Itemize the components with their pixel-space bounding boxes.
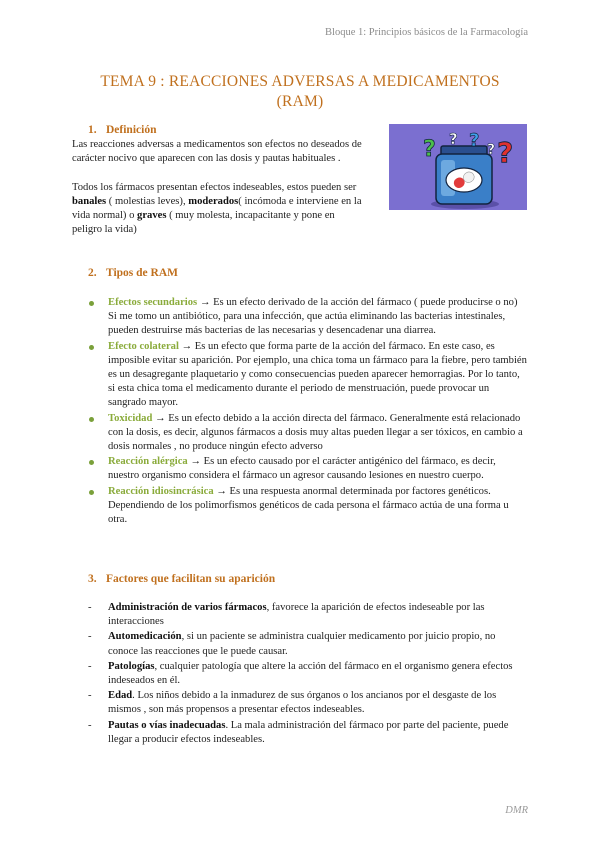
item-text: → Es un efecto que forma parte de la acción del fármaco. En este caso, es imposible evitar su aparición. Por ejemplo, una chica toma un fármaco para la fiebre, pero también es un desagregante plaquetario y como consecuencias pueden aparecer hemorragias. Por lo tanto, si esta chica toma el medicamento durante el periodo de menstruación, puede provocar un sangrado mayor. [108, 340, 527, 409]
item-term: Automedicación [108, 631, 182, 643]
page-title [72, 72, 528, 112]
dash-icon: - [88, 602, 92, 613]
ram-types-list [88, 296, 528, 528]
question-mark-green-icon: ? [423, 137, 436, 162]
footer-initials: DMR [505, 805, 528, 816]
item-text: → Es un efecto debido a la acción directa del fármaco. Generalmente está relacionado con la dosis, es decir, algunos fármacos a dosis muy altas pueden llegar a ser tóxicos, en cambio a dosis normales , no produce ningún efecto adverso [108, 412, 523, 453]
section-3-heading [88, 573, 275, 585]
severity-text-1: Todos los fármacos presentan efectos indeseables, estos pueden ser [72, 182, 357, 193]
item-term: Reacción alérgica [108, 456, 188, 468]
title-line-2: (RAM) [276, 93, 324, 110]
section-2-heading [88, 267, 178, 279]
risk-factors-list [88, 601, 528, 748]
item-text: → Es un efecto derivado de la acción del fármaco ( puede producirse o no) Si me tomo un antibiótico, para una infección, que actúa eliminando las bacterias intestinales, pueden destruirse más bacterias de las necesarias y desencadenar una diarrea. [108, 297, 518, 337]
item-text: , favorece la aparición de efectos indeseable por las interacciones [108, 602, 485, 628]
dash-icon: - [88, 690, 92, 702]
section-1-number: 1. [88, 124, 97, 136]
severity-graves: graves [137, 210, 167, 221]
definition-paragraph: Las reacciones adversas a medicamentos son efectos no deseados de carácter nocivo que aparecen con las dosis y pautas habituales . [72, 139, 362, 164]
list-item [88, 412, 528, 455]
severity-moderados: moderados [188, 196, 239, 207]
item-term: Efecto colateral [108, 340, 179, 352]
list-item [88, 340, 528, 411]
severity-text-2: ( molestias leves), [106, 196, 189, 207]
bullet-icon [89, 345, 94, 350]
item-text: , cualquier patología que altere la acción del fármaco en el organismo genera efectos indeseados en él. [108, 660, 513, 687]
question-mark-blue-icon: ? [469, 130, 480, 151]
bullet-icon [89, 301, 94, 306]
item-term: Patologías [108, 660, 155, 672]
item-term: Pautas o vías inadecuadas [108, 719, 226, 731]
item-text: → Es una respuesta anormal determinada por factores genéticos. Dependiendo de los polimorfismos genéticos de cada persona el fármaco actúa de una forma u otra. [108, 485, 509, 526]
list-item [88, 719, 528, 747]
section-2-number: 2. [88, 267, 97, 279]
item-term: Reacción idiosincrásica [108, 485, 214, 497]
bullet-icon [89, 417, 94, 422]
section-3-title: Factores que facilitan su aparición [106, 573, 276, 585]
section-3-number: 3. [88, 573, 97, 585]
bullet-icon [89, 490, 94, 495]
item-term: Administración de varios fármacos [108, 602, 267, 613]
title-line-1: TEMA 9 : REACCIONES ADVERSAS A MEDICAMENTOS [100, 73, 500, 90]
section-2-title: Tipos de RAM [106, 267, 178, 279]
item-text: . Los niños debido a la inmadurez de sus órganos o los ancianos por el desgaste de los mismos , son más propensos a presentar efectos indeseables. [108, 690, 497, 716]
question-mark-white-icon-2: ? [487, 142, 496, 158]
item-text: , si un paciente se administra cualquier medicamento por juicio propio, no conoce las reacciones que le puede causar. [108, 631, 496, 657]
medicine-bottle-illustration [389, 124, 527, 210]
severity-text-3: ( incómoda e interviene en la vida normal) o [72, 196, 362, 221]
section-1-title: Definición [106, 124, 157, 136]
item-term: Efectos secundarios [108, 297, 198, 308]
question-mark-red-icon: ? [497, 136, 514, 169]
running-header: Bloque 1: Principios básicos de la Farmacología [325, 27, 528, 38]
item-term: Toxicidad [108, 412, 153, 424]
list-item [88, 485, 528, 528]
dash-icon: - [88, 719, 92, 731]
dash-icon: - [88, 631, 92, 643]
item-term: Edad [108, 690, 133, 702]
dash-icon: - [88, 660, 92, 672]
list-item [88, 601, 528, 629]
list-item [88, 689, 528, 717]
list-item [88, 296, 528, 339]
severity-text-4: ( muy molesta, incapacitante y pone en peligro la vida) [72, 210, 335, 235]
severity-banales: banales [72, 196, 107, 207]
severity-paragraph [72, 181, 364, 237]
question-mark-white-icon-1: ? [449, 130, 458, 148]
list-item [88, 630, 528, 658]
section-1-heading [88, 124, 156, 136]
item-text: → Es un efecto causado por el carácter antigénico del fármaco, es decir, nuestro organismo considera el fármaco un agresor causando lesiones en nuestro cuerpo. [108, 456, 496, 482]
item-text: . La mala administración del fármaco por parte del paciente, puede llegar a producir efectos indeseables. [108, 719, 509, 745]
list-item [88, 660, 528, 688]
list-item [88, 455, 528, 483]
bullet-icon [89, 460, 94, 465]
